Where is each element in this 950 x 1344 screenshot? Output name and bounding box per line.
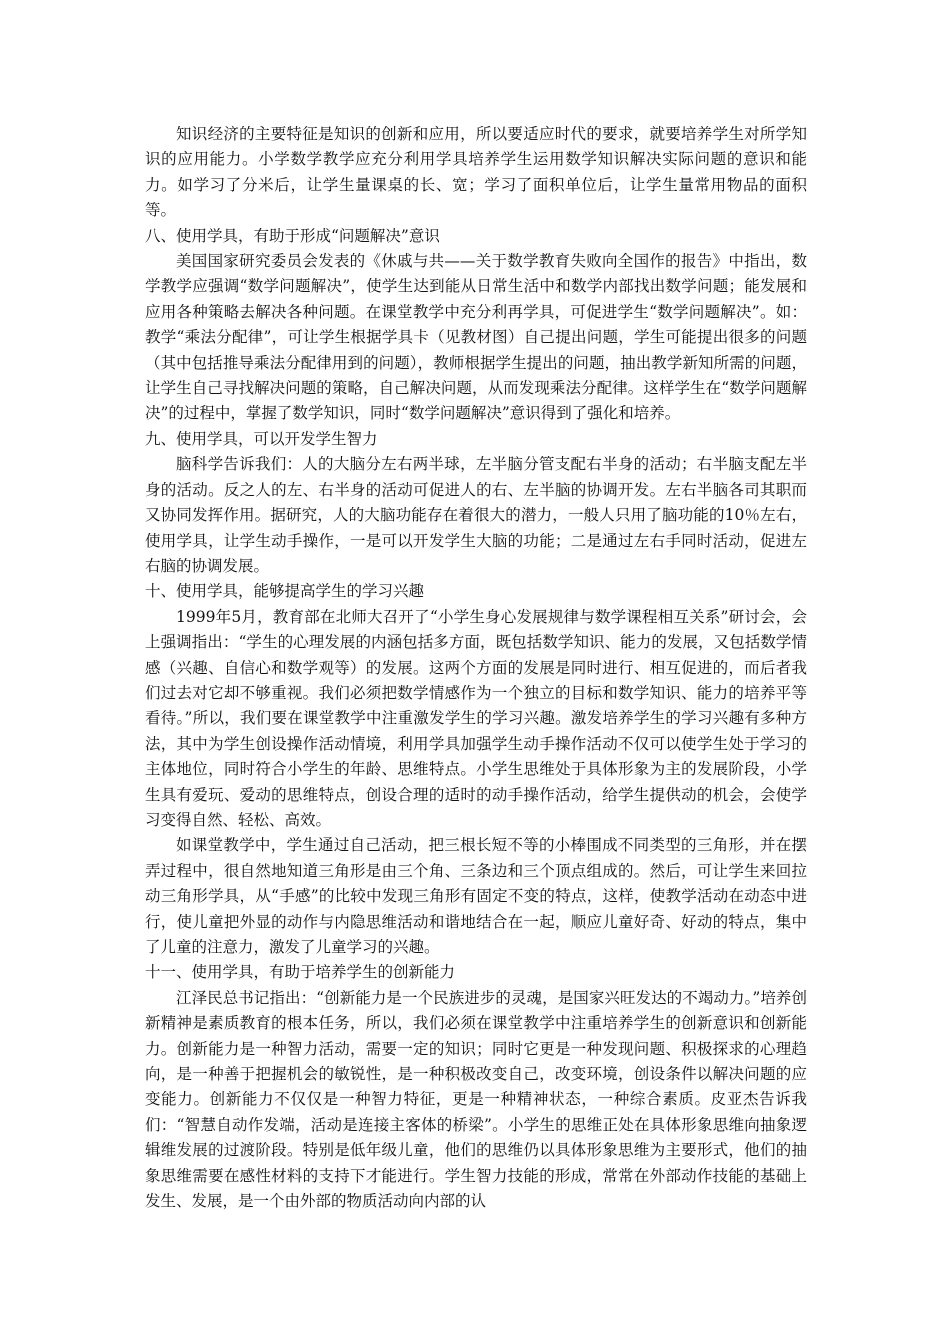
- body-paragraph-1: 知识经济的主要特征是知识的创新和应用，所以要适应时代的要求，就要培养学生对所学知识的应用能力。小学数学教学应充分利用学具培养学生运用数学知识解决实际问题的意识和能力。如学习了分米后，让学生量课桌的长、宽；学习了面积单位后，让学生量常用物品的面积等。: [145, 125, 807, 220]
- section-heading-9: 九、使用学具，可以开发学生智力: [145, 429, 378, 448]
- body-paragraph-5: 如课堂教学中，学生通过自己活动，把三根长短不等的小棒围成不同类型的三角形，并在摆弄过程中，很自然地知道三角形是由三个角、三条边和三个顶点组成的。然后，可让学生来回拉动三角形学具，从“手感”的比较中发现三角形有固定不变的特点，这样，使教学活动在动态中进行，使儿童把外显的动作与内隐思维活动和谐地结合在一起，顺应儿童好奇、好动的特点，集中了儿童的注意力，激发了儿童学习的兴趣。: [145, 836, 807, 956]
- body-paragraph-6: 江泽民总书记指出：“创新能力是一个民族进步的灵魂，是国家兴旺发达的不竭动力。”培养创新精神是素质教育的根本任务，所以，我们必须在课堂教学中注重培养学生的创新意识和创新能力。创新能力是一种智力活动，需要一定的知识；同时它更是一种发现问题、积极探求的心理趋向，是一种善于把握机会的敏锐性，是一种积极改变自己，改变环境，创设条件以解决问题的应变能力。创新能力不仅仅是一种智力特征，更是一种精神状态，一种综合素质。皮亚杰告诉我们：“智慧自动作发端，活动是连接主客体的桥梁”。小学生的思维正处在具体形象思维向抽象逻辑维发展的过渡阶段。特别是低年级儿童，他们的思维仍以具体形象思维为主要形式，他们的抽象思维需要在感性材料的支持下才能进行。学生智力技能的形成，常常在外部动作技能的基础上发生、发展，是一个由外部的物质活动向内部的认: [145, 988, 807, 1211]
- section-heading-8: 八、使用学具，有助于形成“问题解决”意识: [145, 226, 440, 245]
- document-page: [145, 122, 807, 1214]
- body-paragraph-4: 1999年5月，教育部在北师大召开了“小学生身心发展规律与数学课程相互关系”研讨会，会上强调指出：“学生的心理发展的内涵包括多方面，既包括数学知识、能力的发展，又包括数学情感（兴趣、自信心和数学观等）的发展。这两个方面的发展是同时进行、相互促进的，而后者我们过去对它却不够重视。我们必须把数学情感作为一个独立的目标和数学知识、能力的培养平等看待。”所以，我们要在课堂教学中注重激发学生的学习兴趣。激发培养学生的学习兴趣有多种方法，其中为学生创设操作活动情境，利用学具加强学生动手操作活动不仅可以使学生处于学习的主体地位，同时符合小学生的年龄、思维特点。小学生思维处于具体形象为主的发展阶段，小学生具有爱玩、爱动的思维特点，创设合理的适时的动手操作活动，给学生提供动的机会，会使学习变得自然、轻松、高效。: [145, 607, 807, 829]
- section-heading-11: 十一、使用学具，有助于培养学生的创新能力: [145, 963, 456, 982]
- section-heading-10: 十、使用学具，能够提高学生的学习兴趣: [145, 582, 425, 601]
- body-paragraph-2: 美国国家研究委员会发表的《休戚与共——关于数学教育失败向全国作的报告》中指出，数学教学应强调“数学问题解决”，使学生达到能从日常生活中和数学内部找出数学问题；能发展和应用各种策略去解决各种问题。在课堂教学中充分利再学具，可促进学生“数学问题解决”。如：教学“乘法分配律”，可让学生根据学具卡（见教材图）自己提出问题，学生可能提出很多的问题（其中包括推导乘法分配律用到的问题），教师根据学生提出的问题，抽出教学新知所需的问题，让学生自己寻找解决问题的策略，自己解决问题，从而发现乘法分配律。这样学生在“数学问题解决”的过程中，掌握了数学知识，同时“数学问题解决”意识得到了强化和培养。: [145, 252, 807, 423]
- body-paragraph-3: 脑科学告诉我们：人的大脑分左右两半球，左半脑分管支配右半身的活动；右半脑支配左半身的活动。反之人的左、右半身的活动可促进人的右、左半脑的协调开发。左右半脑各司其职而又协同发挥作用。据研究，人的大脑功能存在着很大的潜力，一般人只用了脑功能的10％左右，使用学具，让学生动手操作，一是可以开发学生大脑的功能；二是通过左右手同时活动，促进左右脑的协调发展。: [145, 455, 807, 575]
